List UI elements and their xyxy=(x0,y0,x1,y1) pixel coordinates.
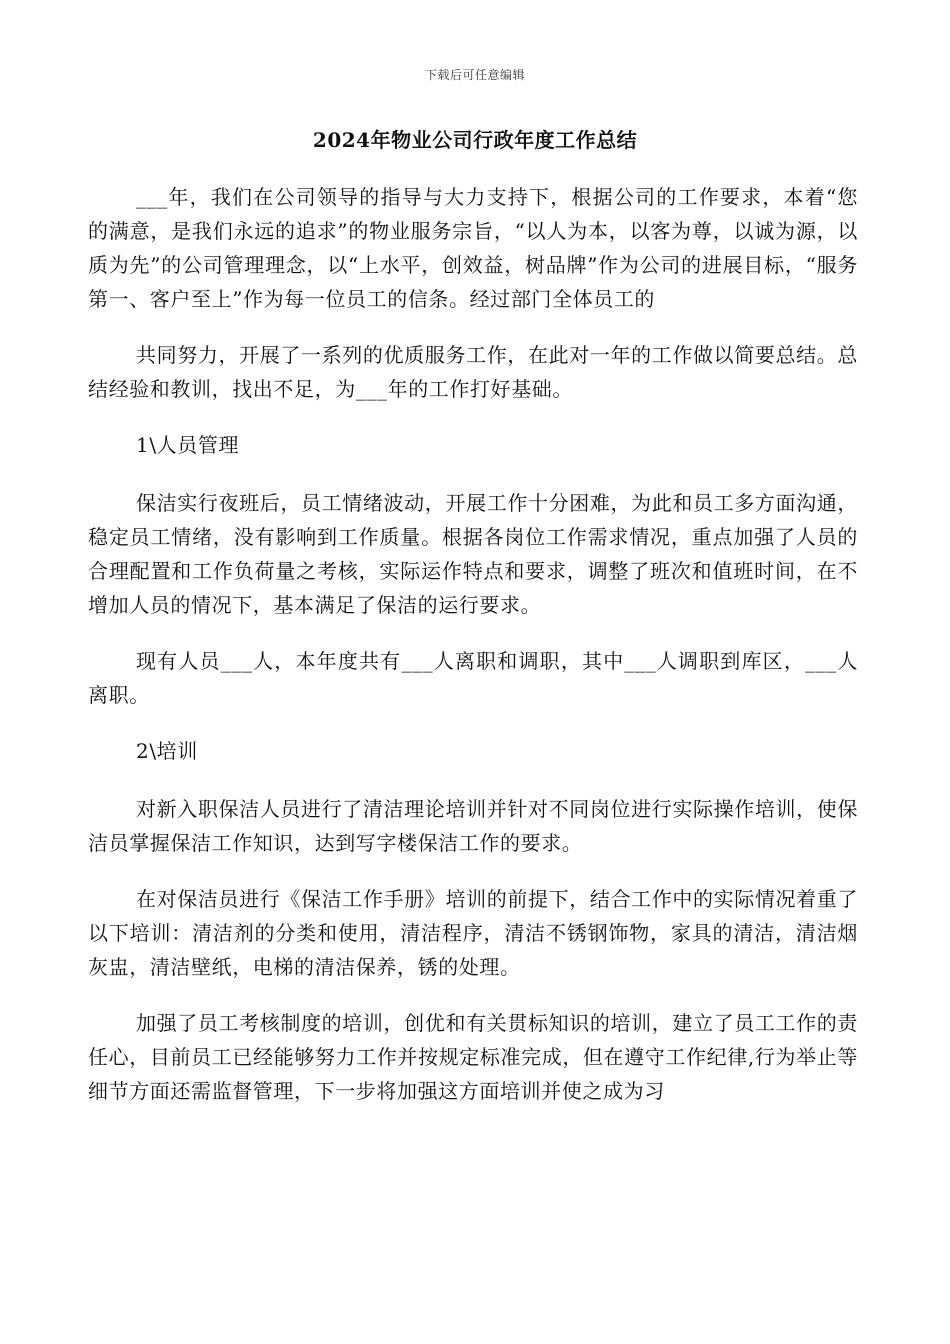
paragraph-staff-count: 现有人员___人，本年度共有___人离职和调职，其中___人调职到库区，___人离职。 xyxy=(88,649,858,707)
header-note: 下载后可任意编辑 xyxy=(424,68,525,82)
paragraph-training-new: 对新入职保洁人员进行了清洁理论培训并针对不同岗位进行实际操作培训，使保洁员掌握保洁工作知识，达到写字楼保洁工作的要求。 xyxy=(88,797,858,855)
paragraph-training-manual: 在对保洁员进行《保洁工作手册》培训的前提下，结合工作中的实际情况着重了以下培训：清洁剂的分类和使用，清洁程序，清洁不锈钢饰物，家具的清洁，清洁烟灰盅，清洁壁纸，电梯的清洁保养，锈的处理。 xyxy=(88,887,858,979)
paragraph-summary: 共同努力，开展了一系列的优质服务工作，在此对一年的工作做以简要总结。总结经验和教训，找出不足，为___年的工作打好基础。 xyxy=(88,343,858,401)
document-title: 2024年物业公司行政年度工作总结 xyxy=(312,128,638,152)
paragraph-intro: ___年，我们在公司领导的指导与大力支持下，根据公司的工作要求，本着“您的满意，是我们永远的追求”的物业服务宗旨，“以人为本，以客为尊，以诚为源，以质为先”的公司管理理念，以“上水平，创效益，树品牌”作为公司的进展目标，“服务第一、客户至上”作为每一位员工的信条。经过部门全体员工的 xyxy=(88,185,858,311)
section-heading-training: 2\培训 xyxy=(136,739,198,763)
paragraph-training-assessment: 加强了员工考核制度的培训，创优和有关贯标知识的培训，建立了员工工作的责任心，目前员工已经能够努力工作并按规定标准完成，但在遵守工作纪律,行为举止等细节方面还需监督管理，下一步将加强这方面培训并使之成为习 xyxy=(88,1011,858,1103)
document-body xyxy=(88,180,858,1130)
paragraph-personnel: 保洁实行夜班后，员工情绪波动，开展工作十分困难，为此和员工多方面沟通，稳定员工情绪，没有影响到工作质量。根据各岗位工作需求情况，重点加强了人员的合理配置和工作负荷量之考核，实际运作特点和要求，调整了班次和值班时间，在不增加人员的情况下，基本满足了保洁的运行要求。 xyxy=(88,491,858,617)
section-heading-personnel: 1\人员管理 xyxy=(136,433,240,457)
